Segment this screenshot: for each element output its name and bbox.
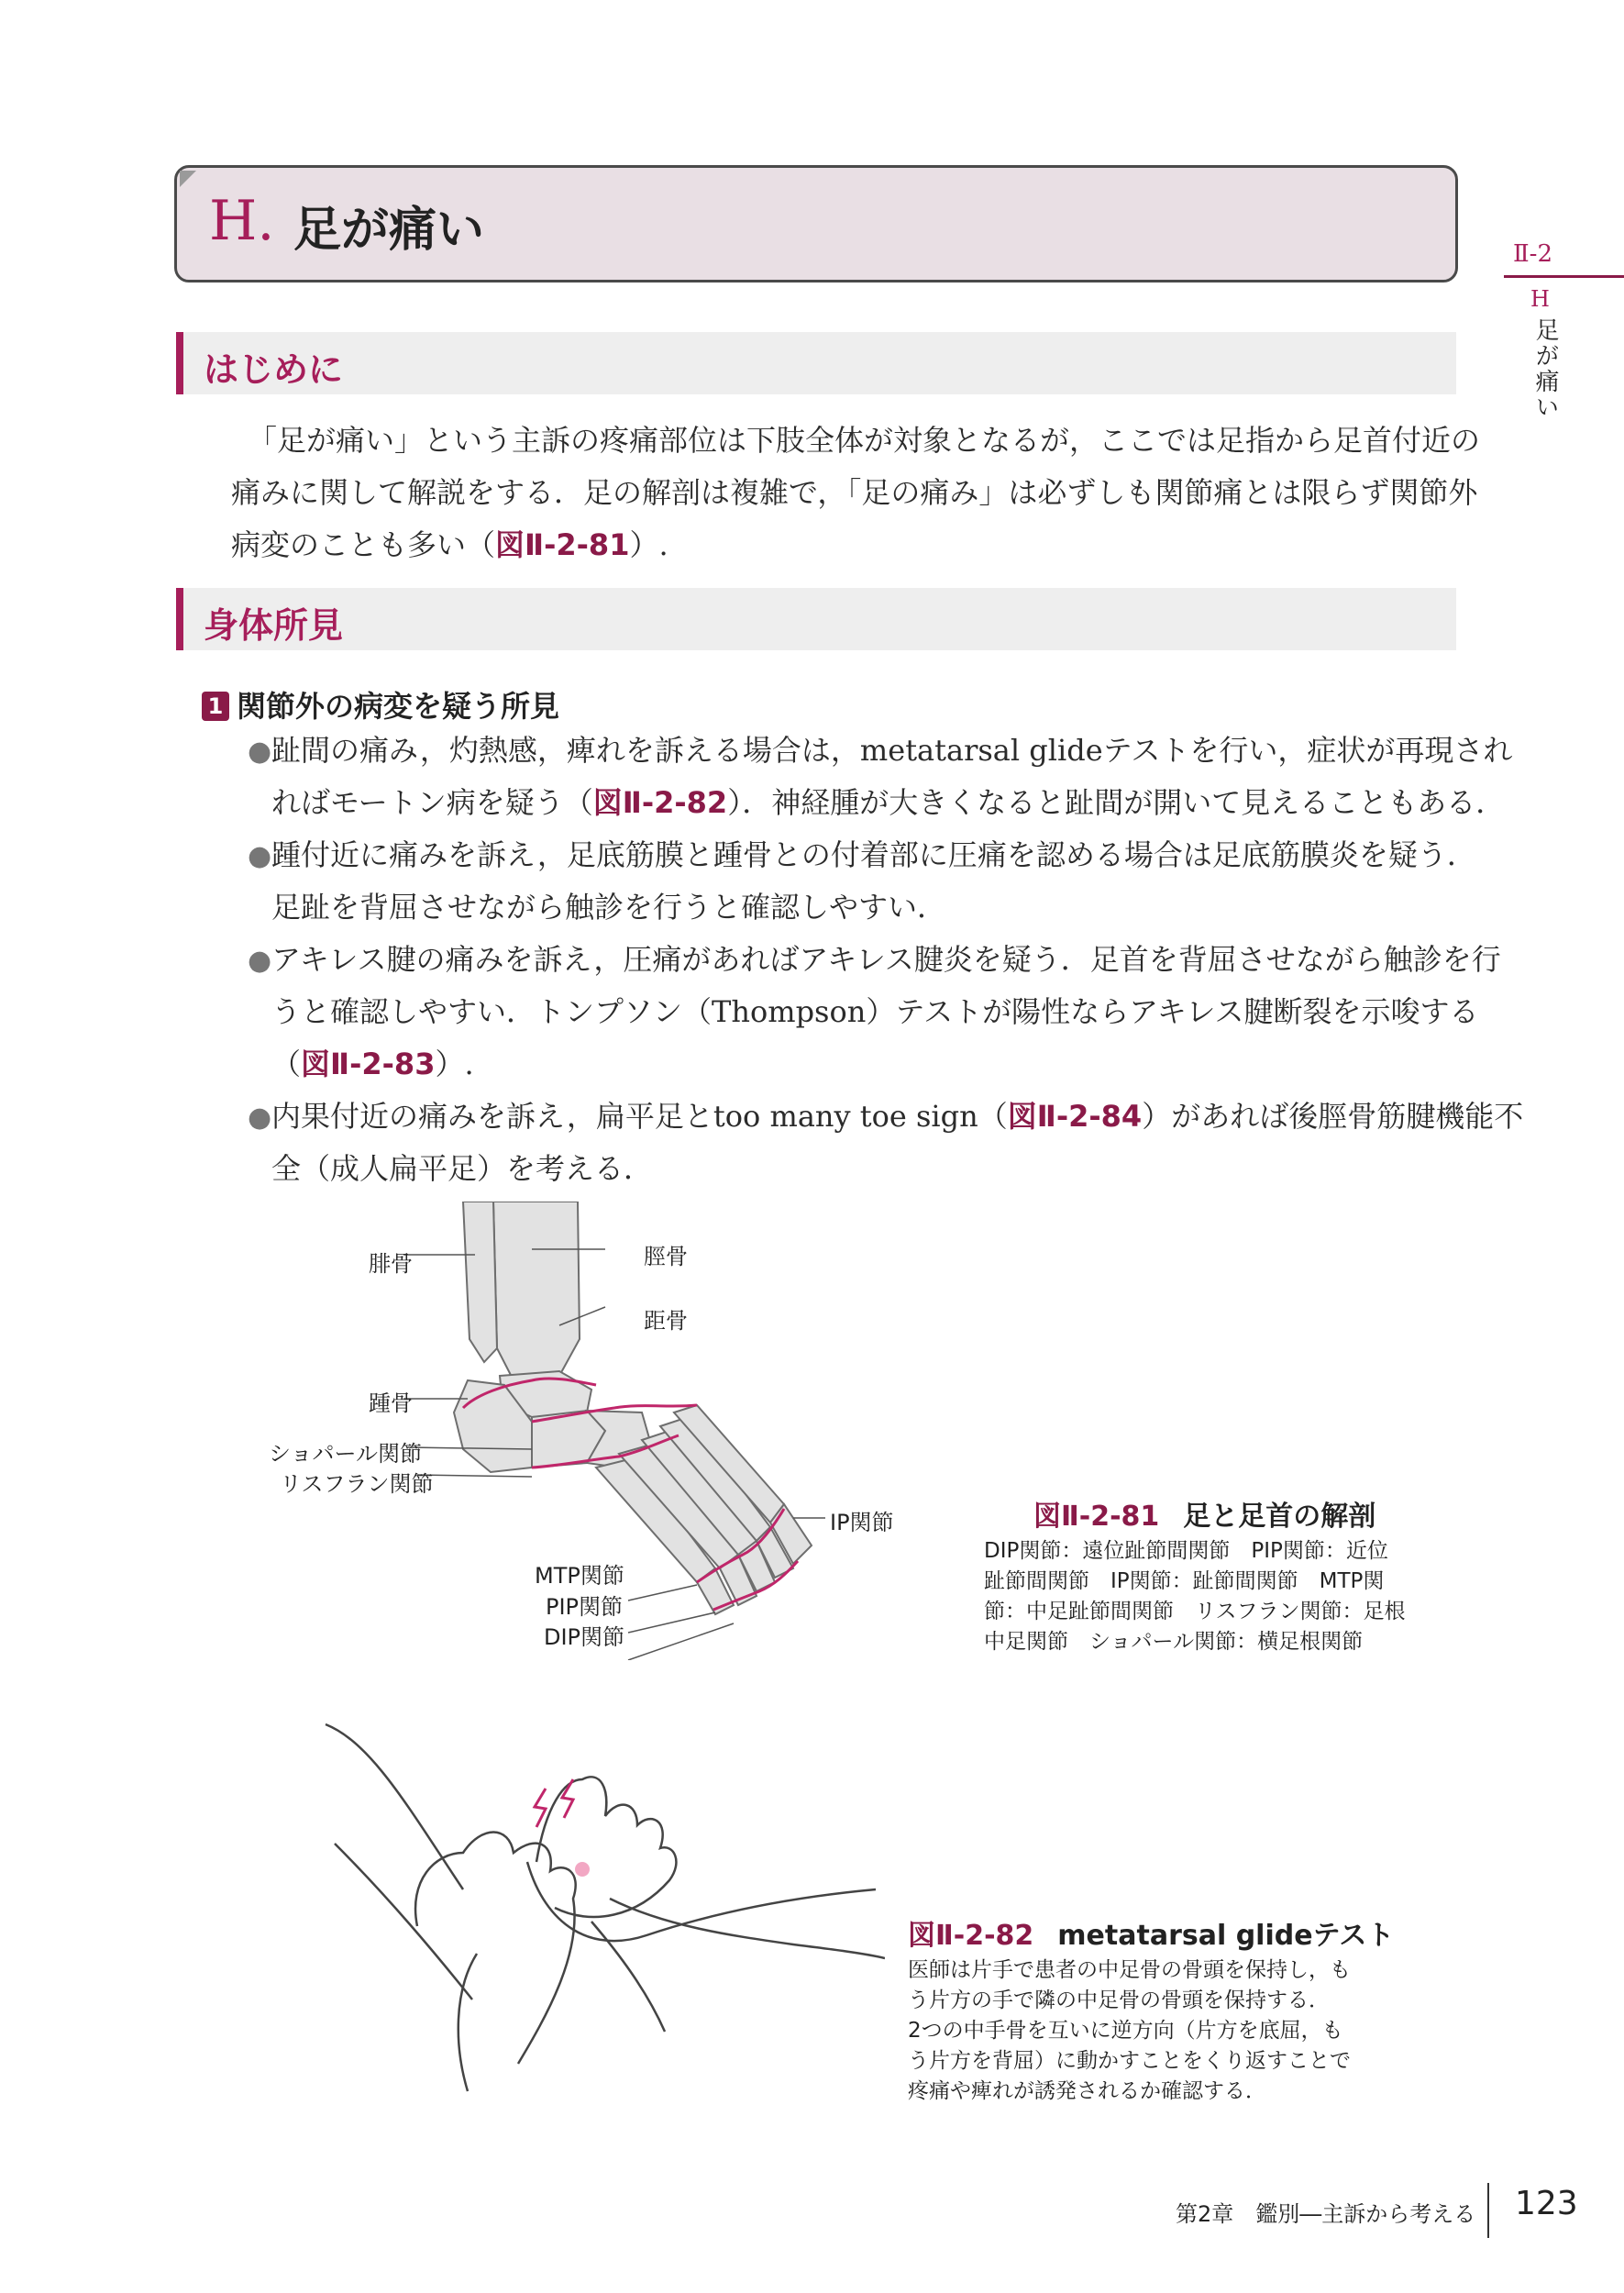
intro-line-1: 「足が痛い」という主訴の疼痛部位は下肢全体が対象となるが，ここでは足指から足首付近の (248, 423, 1481, 458)
side-letter: H (1530, 286, 1550, 312)
caption-line: う片方を背屈）に動かすことをくり返すことで (908, 2049, 1351, 2073)
foot-anatomy-illustration (257, 1202, 990, 1660)
section-accent-bar (176, 332, 183, 394)
figure-82-caption-title (908, 1912, 1394, 1953)
section-accent-bar (176, 588, 183, 650)
intro-line-3 (231, 519, 668, 571)
chapter-title: 足が痛い (293, 203, 485, 258)
bullet-3-line-2: うと確認しやすい．トンプソン（Thompson）テストが陽性ならアキレス腱断裂を示唆する (271, 994, 1479, 1029)
bullet-3-line-3 (271, 1038, 474, 1091)
label-ip: IP関節 (830, 1510, 894, 1535)
figure-ref-82[interactable]: 図Ⅱ-2-82 (592, 785, 728, 820)
page-number: 123 (1515, 2185, 1578, 2222)
figure-ref-81[interactable]: 図Ⅱ-2-81 (495, 527, 630, 562)
metatarsal-glide-illustration (316, 1715, 885, 2128)
caption-line: 医師は片手で患者の中足骨の骨頭を保持し，も (908, 1958, 1351, 1982)
label-mtp: MTP関節 (535, 1563, 624, 1589)
text: ）．神経腫が大きくなると趾間が開いて見えることもある． (727, 785, 1506, 820)
bullet-2-line-1: 踵付近に痛みを訴え，足底筋膜と踵骨との付着部に圧痛を認める場合は足底筋膜炎を疑う． (271, 837, 1476, 872)
figure-82-caption-body (908, 1955, 1351, 2107)
figure-title: 足と足首の解剖 (1183, 1501, 1376, 1533)
subsection-title: 関節外の病変を疑う所見 (237, 689, 560, 724)
bullet-3-line-1: アキレス腱の痛みを訴え，圧痛があればアキレス腱炎を疑う．足首を背屈させながら触診を行 (271, 942, 1501, 977)
bullet-1-line-2 (271, 777, 1505, 829)
caption-line: う片方の手で隣の中足骨の骨頭を保持する． (908, 1988, 1330, 2012)
bullet-4-line-1 (271, 1091, 1523, 1143)
bullet-1-line-1: 趾間の痛み，灼熱感，痺れを訴える場合は，metatarsal glideテストを行い，症状が再現され (271, 733, 1513, 768)
chapter-letter: H. (209, 189, 275, 253)
caption-line: 節：中足趾節間関節 リスフラン関節：足根 (984, 1600, 1406, 1623)
subsection-number: 1 (202, 692, 229, 721)
text: ）. (435, 1047, 474, 1081)
figure-81-caption-title (1033, 1493, 1375, 1534)
figure-ref-84[interactable]: 図Ⅱ-2-84 (1007, 1099, 1143, 1134)
intro-line-2: 痛みに関して解説をする．足の解剖は複雑で，「足の痛み」は必ずしも関節痛とは限らず関節外 (231, 475, 1478, 510)
side-title: 足が痛い (1531, 317, 1559, 420)
text: ）があれば後脛骨筋腱機能不 (1142, 1099, 1524, 1134)
label-lisfranc: リスフラン関節 (280, 1471, 434, 1497)
label-pip: PIP関節 (546, 1594, 624, 1620)
label-talus: 距骨 (644, 1308, 688, 1334)
side-divider (1504, 275, 1624, 278)
label-tibia: 脛骨 (644, 1244, 688, 1269)
bullet-dot: ● (248, 840, 272, 872)
section-title: はじめに (204, 349, 344, 390)
text: ればモートン病を疑う（ (271, 785, 593, 820)
text: ）. (629, 527, 668, 562)
label-fibula: 腓骨 (369, 1251, 413, 1277)
figure-ref-83[interactable]: 図Ⅱ-2-83 (301, 1047, 436, 1081)
caption-line: 2つの中手骨を互いに逆方向（片方を底屈，も (908, 2019, 1343, 2043)
bullet-4-line-2: 全（成人扁平足）を考える． (271, 1151, 654, 1186)
figure-number: 図Ⅱ-2-81 (1033, 1501, 1160, 1533)
text: （ (271, 1047, 302, 1081)
caption-line: 疼痛や痺れが誘発されるか確認する． (908, 2079, 1266, 2103)
bullet-2-line-2: 足趾を背屈させながら触診を行うと確認しやすい． (271, 890, 947, 925)
side-section-number: Ⅱ-2 (1513, 240, 1552, 268)
figure-title: metatarsal glideテスト (1057, 1920, 1395, 1952)
caption-line: 趾節間関節 IP関節：趾節間関節 MTP関 (984, 1569, 1385, 1593)
figure-number: 図Ⅱ-2-82 (908, 1920, 1034, 1952)
label-chopart: ショパール関節 (269, 1441, 423, 1467)
caption-line: DIP関節：遠位趾節間関節 PIP関節：近位 (984, 1539, 1388, 1563)
section-title: 身体所見 (204, 605, 344, 646)
section-header-intro (176, 332, 1456, 394)
bullet-dot: ● (248, 945, 272, 977)
footer-divider (1487, 2183, 1489, 2238)
bullet-dot: ● (248, 1102, 272, 1134)
figure-81-caption-body (984, 1536, 1406, 1657)
text: 病変のことも多い（ (231, 527, 496, 562)
subsection-heading (202, 683, 559, 726)
label-calcaneus: 踵骨 (369, 1390, 413, 1416)
footer-chapter: 第2章 鑑別―主訴から考える (1176, 2201, 1476, 2227)
pain-point (575, 1862, 590, 1877)
bullet-dot: ● (248, 736, 272, 768)
label-dip: DIP関節 (544, 1624, 625, 1650)
section-header-exam (176, 588, 1456, 650)
title-corner-mark (180, 171, 196, 187)
caption-line: 中足関節 ショパール関節：横足根関節 (984, 1630, 1364, 1654)
text: 内果付近の痛みを訴え，扁平足とtoo many toe sign（ (271, 1099, 1008, 1134)
